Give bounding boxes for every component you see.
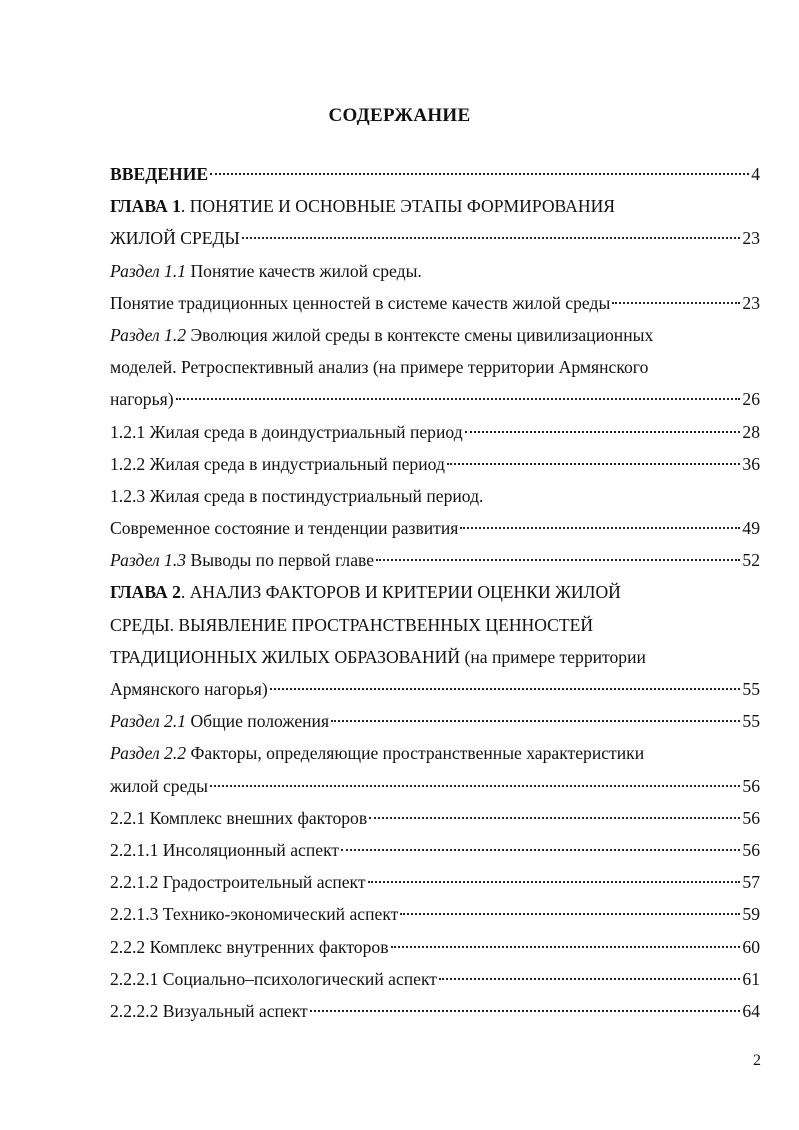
toc-entry-title: моделей. Ретроспективный анализ (на примере территории Армянского — [110, 357, 649, 378]
toc-entry-text — [110, 222, 240, 254]
toc-entry-text — [110, 512, 458, 544]
toc-entry-title: 2.2.1 Комплекс внешних факторов — [110, 807, 368, 828]
toc-entry — [110, 770, 760, 802]
toc-entry-title: 2.2.1.2 Градостроительный аспект — [110, 872, 366, 893]
toc-entry-text — [110, 480, 483, 512]
toc-page-number: 36 — [742, 453, 760, 474]
toc-entry — [110, 963, 760, 995]
toc-page-number: 56 — [742, 839, 760, 860]
toc-entry-text — [110, 673, 268, 705]
toc-page-number: 4 — [751, 164, 760, 184]
toc-entry — [110, 512, 760, 544]
toc-entry-title: . АНАЛИЗ ФАКТОРОВ И КРИТЕРИИ ОЦЕНКИ ЖИЛОЙ — [180, 582, 621, 603]
toc-page-number: 61 — [742, 968, 760, 989]
dot-leader — [369, 817, 740, 819]
toc-entry — [110, 737, 760, 769]
toc-page-number: 55 — [742, 679, 760, 699]
toc-entry — [110, 866, 760, 898]
toc-entry-title: нагорья) — [110, 389, 174, 410]
toc-entry — [110, 609, 760, 641]
toc-entry — [110, 834, 760, 866]
toc-entry — [110, 416, 760, 448]
toc-entry-text — [110, 963, 437, 995]
chapter-label: ВВЕДЕНИЕ — [110, 164, 209, 184]
toc-page-number: 28 — [742, 421, 760, 442]
toc-entry-text — [110, 190, 615, 222]
chapter-label: ГЛАВА 2 — [110, 582, 181, 603]
toc-entry — [110, 705, 760, 737]
toc-entry — [110, 319, 760, 351]
dot-leader — [439, 978, 740, 980]
dot-leader — [242, 237, 741, 239]
toc-entry — [110, 158, 760, 190]
toc-entry-title: 1.2.1 Жилая среда в доиндустриальный период — [110, 421, 463, 442]
toc-page-number: 52 — [742, 550, 760, 571]
toc-entry-title: . ПОНЯТИЕ И ОСНОВНЫЕ ЭТАПЫ ФОРМИРОВАНИЯ — [180, 196, 616, 217]
table-of-contents — [110, 158, 760, 1027]
dot-leader — [612, 302, 740, 304]
dot-leader — [310, 1010, 741, 1012]
toc-entry — [110, 255, 760, 287]
toc-entry-text — [110, 544, 374, 576]
toc-entry-title: СРЕДЫ. ВЫЯВЛЕНИЕ ПРОСТРАНСТВЕННЫХ ЦЕННОСТЕЙ — [110, 614, 594, 635]
section-label: Раздел 2.2 — [110, 743, 187, 764]
dot-leader — [447, 463, 741, 465]
toc-entry-text — [110, 770, 208, 802]
toc-entry — [110, 351, 760, 383]
toc-entry-text — [110, 416, 463, 448]
toc-page-number: 60 — [742, 936, 760, 957]
toc-entry — [110, 673, 760, 705]
section-label: Раздел 1.1 — [110, 260, 187, 281]
toc-entry — [110, 448, 760, 480]
toc-entry — [110, 190, 760, 222]
toc-entry-text — [110, 448, 445, 480]
toc-page-number: 23 — [742, 228, 760, 249]
toc-entry — [110, 576, 760, 608]
toc-entry-text — [110, 383, 174, 415]
dot-leader — [210, 785, 740, 787]
section-label: Раздел 1.3 — [110, 550, 187, 571]
toc-entry — [110, 641, 760, 673]
toc-entry-text — [110, 351, 648, 383]
toc-entry — [110, 544, 760, 576]
dot-leader — [331, 720, 740, 722]
dot-leader — [376, 559, 740, 561]
dot-leader — [391, 946, 741, 948]
toc-page-number: 57 — [742, 872, 760, 893]
toc-page-number: 56 — [742, 807, 760, 828]
toc-entry-text — [110, 255, 422, 287]
toc-entry-title: 2.2.2.1 Социально–психологический аспект — [110, 968, 437, 989]
toc-page-number: 49 — [742, 518, 760, 539]
toc-entry-title: 1.2.3 Жилая среда в постиндустриальный период. — [110, 485, 484, 506]
toc-entry-title: 1.2.2 Жилая среда в индустриальный период — [110, 453, 445, 474]
toc-page-number: 26 — [742, 389, 760, 410]
toc-entry-text — [110, 866, 366, 898]
toc-entry-text — [110, 158, 208, 190]
dot-leader — [270, 688, 741, 690]
dot-leader — [341, 849, 740, 851]
toc-page-number: 59 — [742, 904, 760, 925]
page-number: 2 — [753, 1052, 761, 1069]
toc-entry-title: Понятие качеств жилой среды. — [186, 260, 422, 281]
toc-entry-title: 2.2.2.2 Визуальный аспект — [110, 1000, 308, 1021]
toc-page-number: 64 — [742, 1000, 760, 1021]
toc-entry-title: Эволюция жилой среды в контексте смены цивилизационных — [186, 324, 654, 345]
toc-entry-text — [110, 737, 644, 769]
dot-leader — [176, 398, 741, 400]
toc-entry — [110, 898, 760, 930]
toc-entry-text — [110, 319, 653, 351]
page-title: СОДЕРЖАНИЕ — [328, 105, 471, 126]
toc-entry-title: ТРАДИЦИОННЫХ ЖИЛЫХ ОБРАЗОВАНИЙ (на примере территории — [110, 646, 646, 667]
dot-leader — [368, 881, 741, 883]
dot-leader — [210, 173, 749, 175]
toc-entry-text — [110, 641, 646, 673]
toc-entry-text — [110, 802, 367, 834]
toc-entry-title: Общие положения — [186, 711, 330, 732]
toc-entry-text — [110, 898, 398, 930]
toc-entry — [110, 995, 760, 1027]
chapter-label: ГЛАВА 1 — [110, 196, 181, 217]
toc-entry — [110, 383, 760, 415]
toc-entry-text — [110, 609, 593, 641]
toc-entry-text — [110, 834, 339, 866]
toc-entry-text — [110, 705, 329, 737]
toc-page-number: 55 — [742, 711, 760, 732]
toc-entry — [110, 931, 760, 963]
toc-entry-title: Армянского нагорья) — [110, 679, 268, 699]
toc-entry-title: 2.2.2 Комплекс внутренних факторов — [110, 936, 389, 957]
dot-leader — [400, 913, 740, 915]
toc-entry-title: Современное состояние и тенденции развития — [110, 518, 459, 539]
toc-entry-title: Выводы по первой главе — [186, 550, 375, 571]
toc-entry-text — [110, 287, 610, 319]
toc-entry-title: 2.2.1.1 Инсоляционный аспект — [110, 839, 340, 860]
toc-page-number: 23 — [742, 292, 760, 313]
toc-entry-title: ЖИЛОЙ СРЕДЫ — [110, 228, 240, 249]
toc-entry — [110, 480, 760, 512]
toc-entry — [110, 287, 760, 319]
toc-entry — [110, 222, 760, 254]
dot-leader — [460, 527, 740, 529]
dot-leader — [465, 431, 741, 433]
toc-entry-title: жилой среды — [110, 775, 208, 796]
toc-entry-text — [110, 931, 389, 963]
toc-entry-title: 2.2.1.3 Технико-экономический аспект — [110, 904, 399, 925]
section-label: Раздел 2.1 — [110, 711, 187, 732]
toc-entry-title: Факторы, определяющие пространственные характеристики — [186, 743, 645, 764]
section-label: Раздел 1.2 — [110, 324, 187, 345]
toc-page-number: 56 — [742, 775, 760, 796]
toc-entry-text — [110, 995, 308, 1027]
toc-entry — [110, 802, 760, 834]
toc-entry-title: Понятие традиционных ценностей в системе качеств жилой среды — [110, 292, 611, 313]
toc-entry-text — [110, 576, 621, 608]
